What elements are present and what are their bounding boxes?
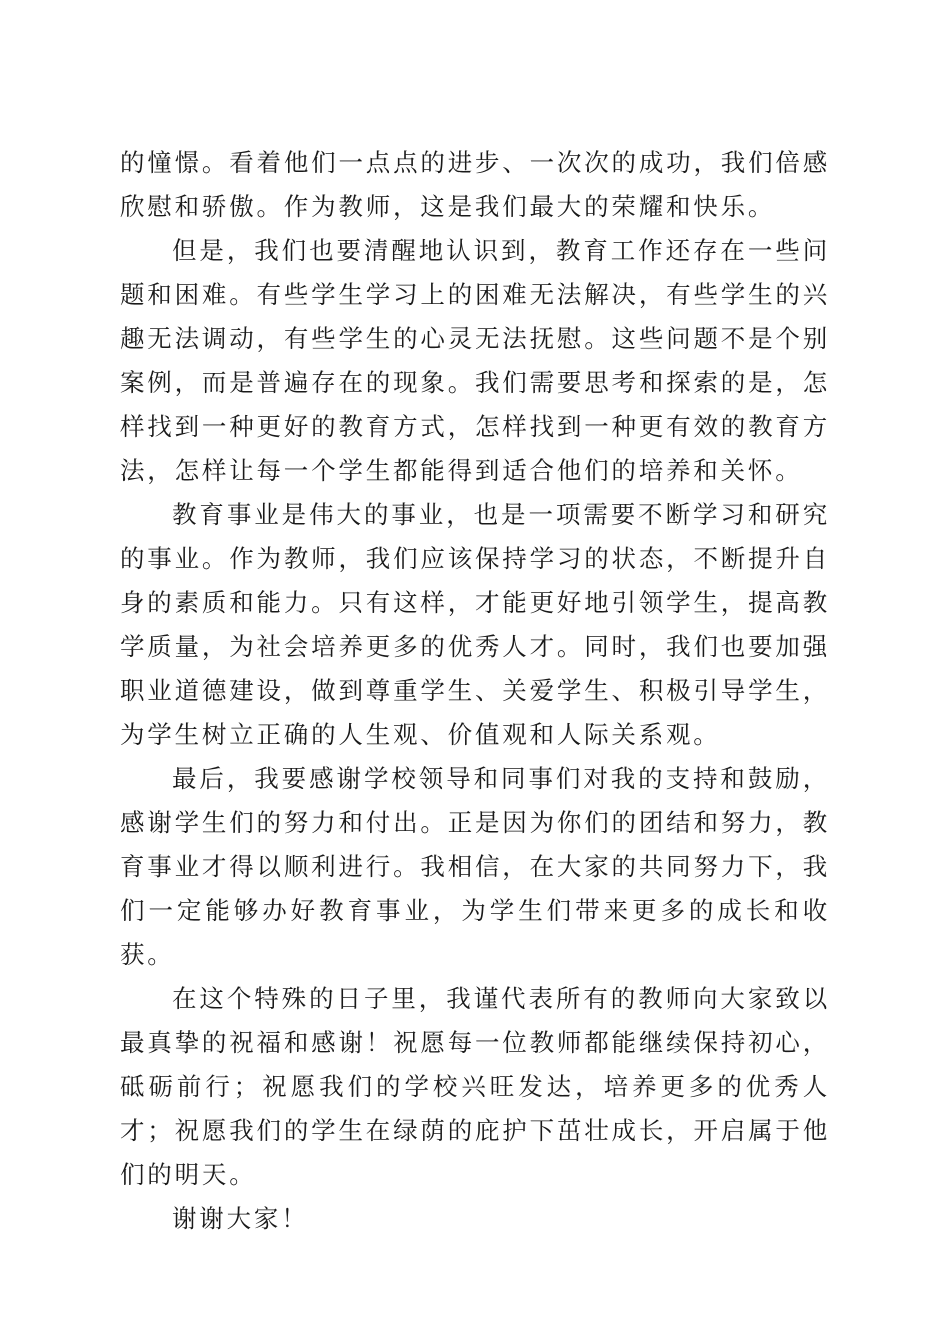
document-page — [120, 141, 830, 1241]
paragraph-problems: 但是，我们也要清醒地认识到，教育工作还存在一些问题和困难。有些学生学习上的困难无法解决，有些学生的兴趣无法调动，有些学生的心灵无法抚慰。这些问题不是个别案例，而是普遍存在的现象。我们需要思考和探索的是，怎样找到一种更好的教育方式，怎样找到一种更有效的教育方法，怎样让每一个学生都能得到适合他们的培养和关怀。 — [120, 236, 830, 485]
paragraph-closing: 谢谢大家！ — [172, 1204, 309, 1233]
paragraph-continuation: 的憧憬。看着他们一点点的进步、一次次的成功，我们倍感欣慰和骄傲。作为教师，这是我们最大的荣耀和快乐。 — [120, 148, 830, 221]
paragraph-learning: 教育事业是伟大的事业，也是一项需要不断学习和研究的事业。作为教师，我们应该保持学习的状态，不断提升自身的素质和能力。只有这样，才能更好地引领学生，提高教学质量，为社会培养更多的优秀人才。同时，我们也要加强职业道德建设，做到尊重学生、关爱学生、积极引导学生，为学生树立正确的人生观、价值观和人际关系观。 — [120, 500, 830, 749]
paragraph-thanks: 最后，我要感谢学校领导和同事们对我的支持和鼓励，感谢学生们的努力和付出。正是因为你们的团结和努力，教育事业才得以顺利进行。我相信，在大家的共同努力下，我们一定能够办好教育事业，为学生们带来更多的成长和收获。 — [120, 764, 830, 969]
paragraph-wishes: 在这个特殊的日子里，我谨代表所有的教师向大家致以最真挚的祝福和感谢！祝愿每一位教师都能继续保持初心，砥砺前行；祝愿我们的学校兴旺发达，培养更多的优秀人才；祝愿我们的学生在绿荫的庇护下茁壮成长，开启属于他们的明天。 — [120, 984, 830, 1189]
